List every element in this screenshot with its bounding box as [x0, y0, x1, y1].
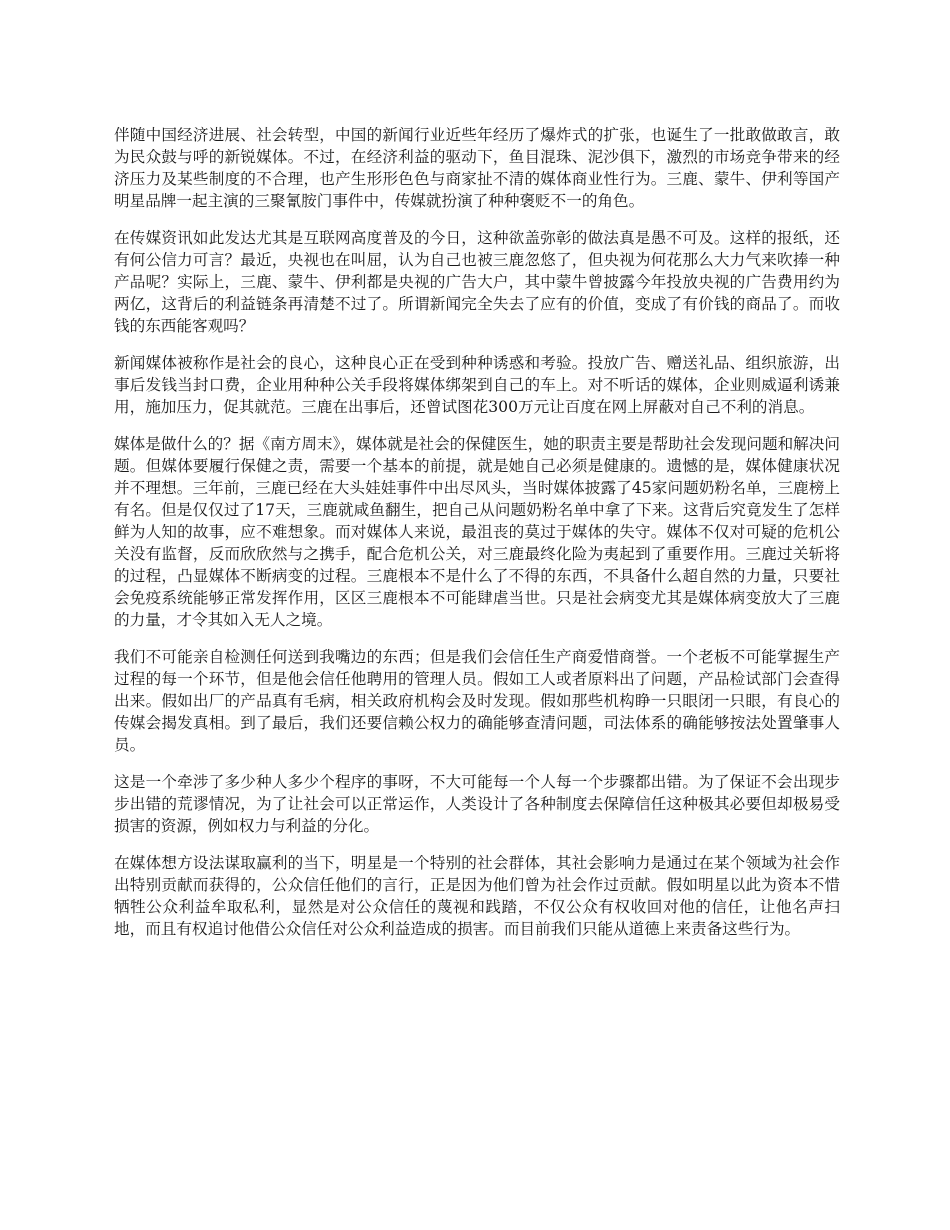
paragraph-7: 在媒体想方设法谋取赢利的当下，明星是一个特别的社会群体，其社会影响力是通过在某个领域为社会作出特别贡献而获得的，公众信任他们的言行，正是因为他们曾为社会作过贡献。假如明星以此为资本不惜牺牲公众利益牟取私利，显然是对公众信任的蔑视和践踏，不仅公众有权收回对他的信任，让他名声扫地，而且有权追讨他借公众信任对公众利益造成的损害。而目前我们只能从道德上来责备这些行为。	[114, 854, 840, 938]
document-body	[114, 124, 840, 955]
paragraph-6: 这是一个牵涉了多少种人多少个程序的事呀，不大可能每一个人每一个步骤都出错。为了保证不会出现步步出错的荒谬情况，为了让社会可以正常运作，人类设计了各种制度去保障信任这种极其必要但却极易受损害的资源，例如权力与利益的分化。	[114, 773, 840, 835]
paragraph-5: 我们不可能亲自检测任何送到我嘴边的东西；但是我们会信任生产商爱惜商誉。一个老板不可能掌握生产过程的每一个环节，但是他会信任他聘用的管理人员。假如工人或者原料出了问题，产品检试部门会查得出来。假如出厂的产品真有毛病，相关政府机构会及时发现。假如那些机构睁一只眼闭一只眼，有良心的传媒会揭发真相。到了最后，我们还要信赖公权力的确能够查清问题，司法体系的确能够按法处置肇事人员。	[114, 648, 840, 754]
paragraph-4: 媒体是做什么的？据《南方周末》，媒体就是社会的保健医生，她的职责主要是帮助社会发现问题和解决问题。但媒体要履行保健之责，需要一个基本的前提，就是她自己必须是健康的。遗憾的是，媒体健康状况并不理想。三年前，三鹿已经在大头娃娃事件中出尽风头，当时媒体披露了45家问题奶粉名单，三鹿榜上有名。但是仅仅过了17天，三鹿就咸鱼翻生，把自己从问题奶粉名单中拿了下来。这背后究竟发生了怎样鲜为人知的故事，应不难想象。而对媒体人来说，最沮丧的莫过于媒体的失守。媒体不仅对可疑的危机公关没有监督，反而欣欣然与之携手，配合危机公关，对三鹿最终化险为夷起到了重要作用。三鹿过关斩将的过程，凸显媒体不断病变的过程。三鹿根本不是什么了不得的东西，不具备什么超自然的力量，只要社会免疫系统能够正常发挥作用，区区三鹿根本不可能肆虐当世。只是社会病变尤其是媒体病变放大了三鹿的力量，才令其如入无人之境。	[114, 435, 840, 629]
paragraph-3: 新闻媒体被称作是社会的良心，这种良心正在受到种种诱惑和考验。投放广告、赠送礼品、组织旅游，出事后发钱当封口费，企业用种种公关手段将媒体绑架到自己的车上。对不听话的媒体，企业则威逼利诱兼用，施加压力，促其就范。三鹿在出事后，还曾试图花300万元让百度在网上屏蔽对自己不利的消息。	[114, 354, 840, 416]
paragraph-2: 在传媒资讯如此发达尤其是互联网高度普及的今日，这种欲盖弥彰的做法真是愚不可及。这样的报纸，还有何公信力可言？最近，央视也在叫屈，认为自己也被三鹿忽悠了，但央视为何花那么大力气来吹捧一种产品呢？实际上，三鹿、蒙牛、伊利都是央视的广告大户，其中蒙牛曾披露今年投放央视的广告费用约为两亿，这背后的利益链条再清楚不过了。所谓新闻完全失去了应有的价值，变成了有价钱的商品了。而收钱的东西能客观吗？	[114, 229, 840, 335]
paragraph-1: 伴随中国经济进展、社会转型，中国的新闻行业近些年经历了爆炸式的扩张，也诞生了一批敢做敢言，敢为民众鼓与呼的新锐媒体。不过，在经济利益的驱动下，鱼目混珠、泥沙俱下，激烈的市场竞争带来的经济压力及某些制度的不合理，也产生形形色色与商家扯不清的媒体商业性行为。三鹿、蒙牛、伊利等国产明星品牌一起主演的三聚氰胺门事件中，传媒就扮演了种种褒贬不一的角色。	[114, 126, 840, 210]
